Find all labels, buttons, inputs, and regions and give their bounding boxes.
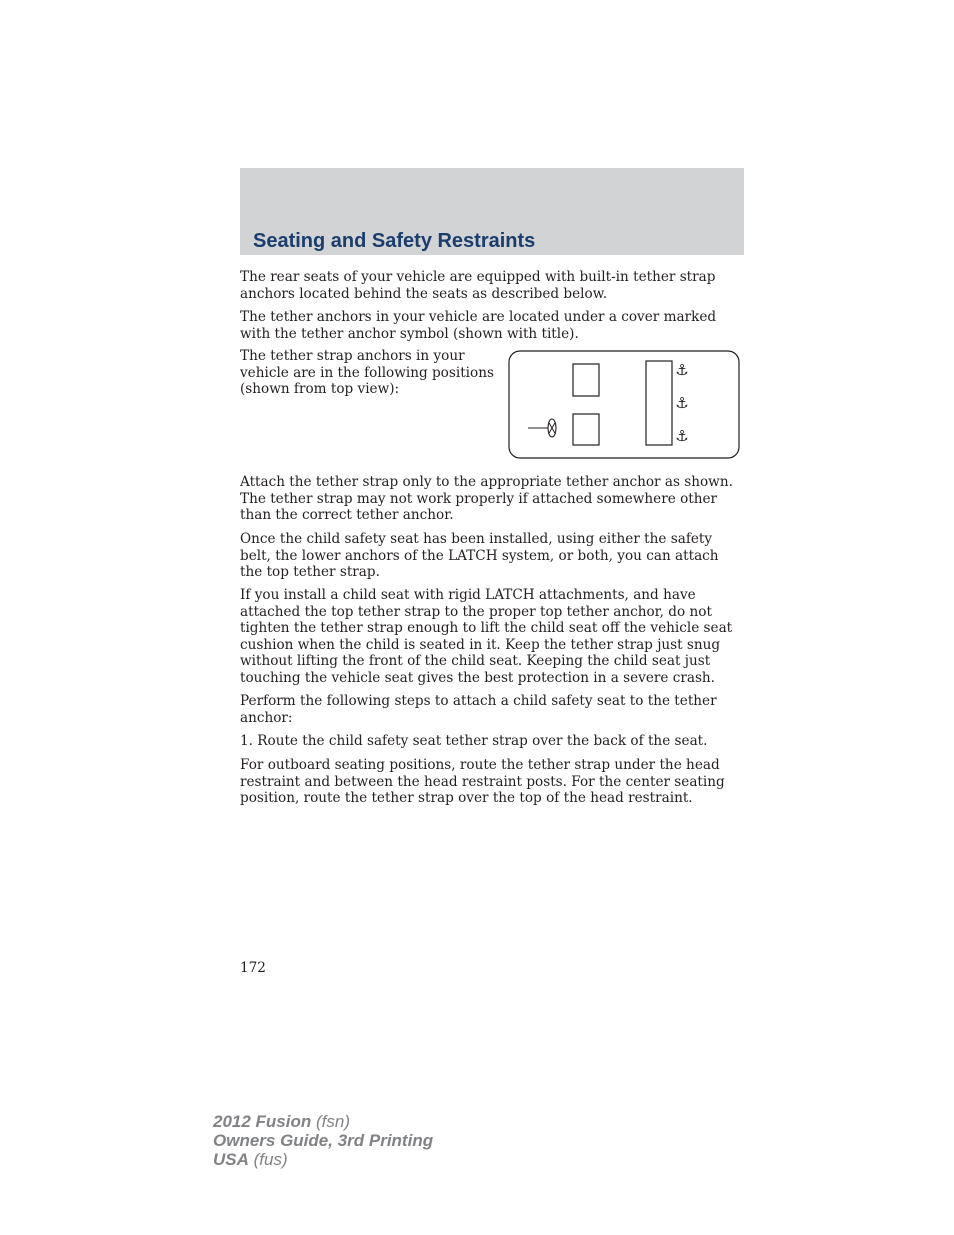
- paragraph-anchor-positions: The tether strap anchors in your vehicle are in the following positions (shown from top view):: [240, 348, 494, 397]
- paragraph-routing: For outboard seating positions, route the tether strap under the head restraint and between the head restraint posts. For the center seating position, route the tether strap over the top of the head restraint.: [240, 757, 725, 806]
- steering-wheel-icon: [528, 419, 556, 437]
- footer-model: 2012 Fusion: [213, 1112, 312, 1131]
- front-passenger-seat: [573, 364, 599, 396]
- footer-model-code: (fsn): [316, 1112, 350, 1131]
- paragraph-intro: The rear seats of your vehicle are equipped with built-in tether strap anchors located behind the seats as described below.: [240, 269, 716, 302]
- tether-anchor-diagram: [508, 350, 740, 459]
- footer-region-code: (fus): [253, 1150, 288, 1169]
- paragraph-steps-intro: Perform the following steps to attach a child safety seat to the tether anchor:: [240, 693, 717, 726]
- paragraph-top-tether: Once the child safety seat has been installed, using either the safety belt, the lower anchors of the LATCH system, or both, you can attach the top tether strap.: [240, 531, 719, 580]
- paragraph-rigid-latch: If you install a child seat with rigid LATCH attachments, and have attached the top tether strap to the proper top tether anchor, do not tighten the tether strap enough to lift the child seat off the vehicle seat cushion when the child is seated in it. Keep the tether strap just snug without lifting the front of the child seat. Keeping the child seat just touching the vehicle seat gives the best protection in a severe crash.: [240, 587, 733, 686]
- section-header-band: [240, 168, 744, 255]
- step-1: 1. Route the child safety seat tether strap over the back of the seat.: [240, 733, 708, 749]
- section-title: Seating and Safety Restraints: [253, 230, 536, 252]
- footer-guide: Owners Guide, 3rd Printing: [213, 1131, 434, 1150]
- driver-seat: [573, 414, 599, 445]
- document-footer: [213, 1112, 433, 1169]
- paragraph-anchor-location: The tether anchors in your vehicle are located under a cover marked with the tether anchor symbol (shown with title).: [240, 309, 717, 342]
- anchor-icon: ⚓: [675, 394, 689, 412]
- page-number: 172: [240, 960, 266, 976]
- paragraph-attach-warning: Attach the tether strap only to the appropriate tether anchor as shown. The tether strap may not work properly if attached somewhere other than the correct tether anchor.: [240, 474, 733, 523]
- rear-bench-seat: [646, 361, 672, 445]
- anchor-icon: ⚓: [675, 427, 689, 445]
- anchor-icon: ⚓: [675, 361, 689, 379]
- vehicle-outline: [509, 351, 739, 458]
- footer-region: USA: [213, 1150, 249, 1169]
